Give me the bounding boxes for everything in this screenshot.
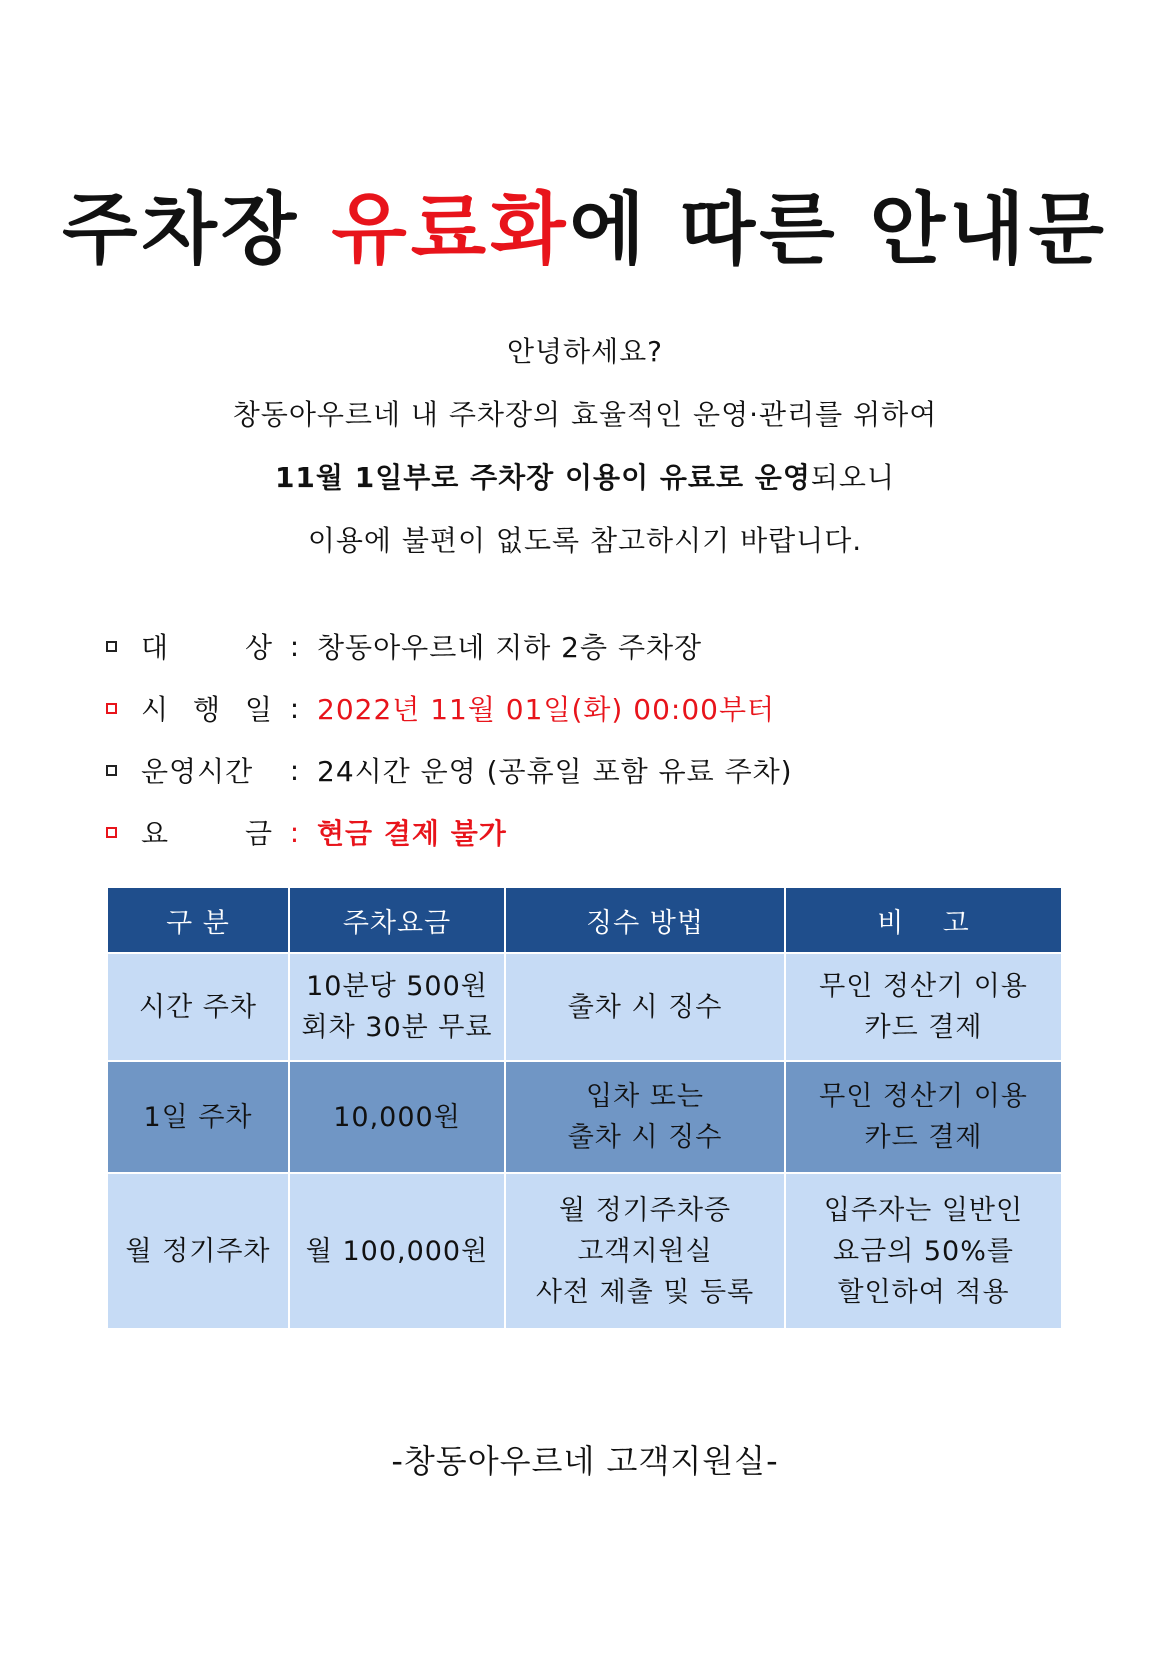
header-fee: 주차요금 (289, 887, 505, 953)
table-row (107, 1061, 1062, 1173)
info-label-fee: 요 금 (141, 817, 273, 850)
info-item-hours (106, 739, 1106, 801)
info-label-start-date: 시 행 일 (141, 693, 273, 726)
table-row (107, 1173, 1062, 1329)
header-type: 구 분 (107, 887, 289, 953)
intro-line-3-bold: 11월 1일부로 주차장 이용이 유료로 운영 (274, 461, 811, 494)
cell-type: 시간 주차 (107, 953, 289, 1061)
cell-method: 월 정기주차증 고객지원실 사전 제출 및 등록 (505, 1173, 785, 1329)
intro-line-1: 안녕하세요? (506, 335, 664, 368)
info-value-hours: 24시간 운영 (공휴일 포함 유료 주차) (317, 755, 793, 788)
square-bullet-icon (106, 641, 117, 652)
table-header-row (107, 887, 1062, 953)
fee-table (106, 886, 1063, 1330)
cell-note: 입주자는 일반인 요금의 50%를 할인하여 적용 (785, 1173, 1062, 1329)
intro-line-4: 이용에 불편이 없도록 참고하시기 바랍니다. (307, 524, 863, 557)
info-colon: : (289, 753, 301, 787)
title-highlight: 유료화 (331, 185, 570, 275)
page-title (0, 180, 1170, 280)
cell-type: 월 정기주차 (107, 1173, 289, 1329)
info-item-start-date (106, 677, 1106, 739)
info-value-start-date: 2022년 11월 01일(화) 00:00부터 (317, 693, 776, 726)
cell-fee: 10,000원 (289, 1061, 505, 1173)
info-item-target (106, 615, 1106, 677)
title-part1: 주차장 (62, 185, 332, 275)
cell-method: 출차 시 징수 (505, 953, 785, 1061)
footer-signature: -창동아우르네 고객지원실- (391, 1442, 779, 1480)
header-note: 비 고 (785, 887, 1062, 953)
title-part2: 에 따른 안내문 (569, 185, 1108, 275)
info-value-fee: 현금 결제 불가 (317, 817, 507, 850)
square-bullet-icon (106, 703, 117, 714)
intro-line-2: 창동아우르네 내 주차장의 효율적인 운영·관리를 위하여 (232, 398, 938, 431)
info-item-fee (106, 801, 1106, 863)
square-bullet-icon (106, 765, 117, 776)
info-label-hours: 운영시간 (141, 755, 254, 788)
cell-type: 1일 주차 (107, 1061, 289, 1173)
cell-fee: 10분당 500원 회차 30분 무료 (289, 953, 505, 1061)
info-value-target: 창동아우르네 지하 2층 주차장 (317, 631, 703, 664)
info-colon: : (289, 691, 301, 725)
square-bullet-icon (106, 827, 117, 838)
header-method: 징수 방법 (505, 887, 785, 953)
intro-text (0, 320, 1170, 572)
cell-fee: 월 100,000원 (289, 1173, 505, 1329)
cell-method: 입차 또는 출차 시 징수 (505, 1061, 785, 1173)
info-colon: : (289, 815, 301, 849)
info-list (106, 615, 1106, 863)
info-label-target: 대 상 (141, 631, 273, 664)
table-row (107, 953, 1062, 1061)
info-colon: : (289, 629, 301, 663)
cell-note: 무인 정산기 이용 카드 결제 (785, 1061, 1062, 1173)
intro-line-3-rest: 되오니 (810, 461, 896, 494)
intro-line-3 (0, 446, 1170, 509)
cell-note: 무인 정산기 이용 카드 결제 (785, 953, 1062, 1061)
